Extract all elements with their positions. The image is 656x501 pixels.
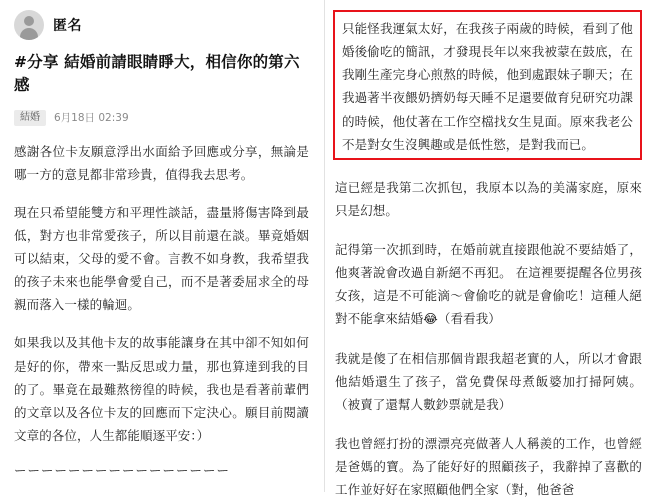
post-meta	[14, 110, 309, 126]
paragraph: 這已經是我第二次抓包，我原本以為的美滿家庭，原來只是幻想。	[335, 179, 642, 218]
paragraph: 我就是傻了在相信那個肯跟我超老實的人，所以才會跟他結婚還生了孩子，當免費保母煮飯婆加打掃阿姨。（被賣了還幫人數鈔票就是我）	[335, 350, 642, 412]
paragraph: 我也曾經打扮的漂漂亮亮做著人人稱羨的工作，也曾經是爸媽的寶。為了能好好的照顧孩子，我辭掉了喜歡的工作並好好在家照顧他們全家（對，他爸爸	[335, 435, 642, 498]
post-author: 匿名	[53, 18, 82, 34]
user-avatar-icon	[14, 10, 44, 40]
left-column	[0, 0, 325, 492]
paragraph: 現在只希望能雙方和平理性談話，盡量將傷害降到最低，對方也非常愛孩子，所以目前還在談。畢竟婚姻可以結束，父母的愛不會。言教不如身教，我希望我的孩子未來也能學會愛自己，而不是著委屈求全的母親而落入一樣的輪迴。	[14, 204, 309, 313]
paragraph: 感謝各位卡友願意浮出水面給予回應或分享，無論是哪一方的意見都非常珍貴，值得我去思考。	[14, 143, 309, 182]
paragraph: 如果我以及其他卡友的故事能讓身在其中卻不知如何是好的你，帶來一點反思或力量，那也算達到我的目的了。畢竟在最難熬徬徨的時候，我也是看著前輩們的文章以及各位卡友的回應而下定決心。願目前閱讀文章的各位，人生都能順逐平安：）	[14, 335, 309, 443]
paragraph: 記得第一次抓到時，在婚前就直接跟他說不要結婚了，他爽著說會改過自新絕不再犯。 在這裡要提醒各位男孩女孩，這是不可能滴～會偷吃的就是會偷吃！這種人絕對不能拿來結婚😂（看看我）	[335, 242, 642, 327]
paragraph: 只能怪我運氣太好，在我孩子兩歲的時候，看到了他婚後偷吃的簡訊，才發現長年以來我被蒙在鼓底，在我剛生產完身心煎熬的時候，他到處跟妹子聊天；在我過著半夜餵奶擠奶每天睡不足還要做育兒研究功課的時候，他仗著在工作空檔找女生見面。原來我老公不是對女生沒興趣或是低性慾，是對我而已。	[342, 21, 633, 152]
separator-line: ーーーーーーーーーーーーーーーー	[14, 463, 231, 478]
highlighted-passage	[333, 10, 642, 160]
page-title: #分享 結婚前請眼睛睜大，相信你的第六感	[14, 53, 300, 95]
category-tag[interactable]: 結婚	[14, 110, 46, 126]
post-header	[14, 10, 309, 40]
right-column	[325, 0, 656, 498]
post-timestamp: 6月18日 02:39	[54, 112, 129, 124]
